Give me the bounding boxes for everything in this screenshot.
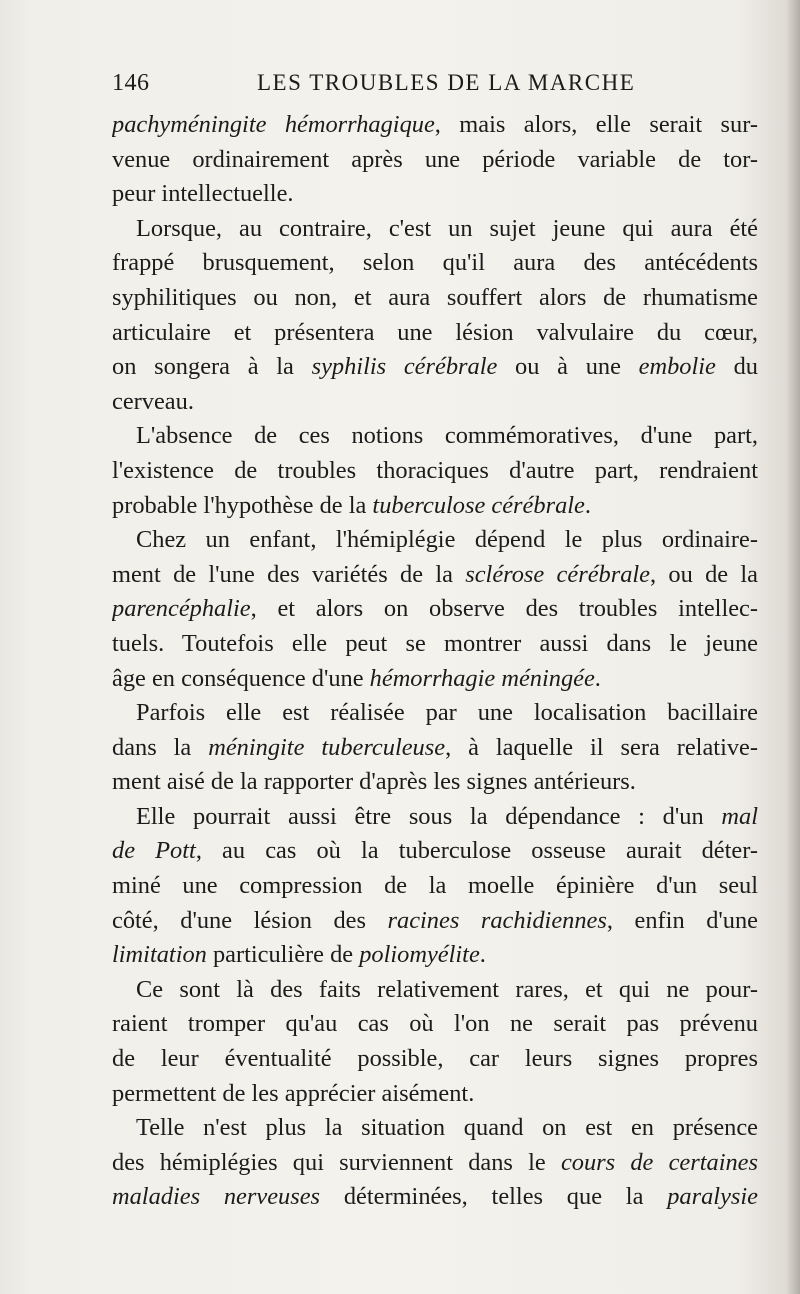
text-segment: syphilitiques ou non, et aura souffert alors de rhumatisme [112, 283, 758, 311]
text-line [112, 454, 758, 489]
text-line [112, 143, 758, 178]
text-segment: Parfois elle est réalisée par une localisation bacillaire [136, 699, 758, 727]
text-line [112, 1180, 758, 1215]
text-line [112, 904, 758, 939]
text-segment: , ou de la [650, 560, 758, 588]
text-segment: ou à une [497, 353, 639, 381]
text-line [112, 212, 758, 247]
text-line [112, 281, 758, 316]
text-segment: probable l'hypothèse de la [112, 491, 373, 519]
page-header [112, 70, 758, 100]
text-segment: Ce sont là des faits relativement rares, et qui ne pour- [136, 975, 758, 1003]
text-segment: , enfin d'une [606, 906, 758, 934]
text-segment: particulière de [206, 941, 360, 969]
text-line [112, 350, 758, 385]
italic-term: tuberculose cérébrale [372, 491, 585, 519]
text-line [112, 316, 758, 351]
text-line [112, 592, 758, 627]
text-segment: l'existence de troubles thoraciques d'autre part, rendraient [112, 456, 758, 484]
running-title: LES TROUBLES DE LA MARCHE [257, 70, 636, 95]
italic-term: pachyméningite hémorrhagique [112, 111, 435, 138]
text-line [112, 1007, 758, 1042]
text-segment: , à laquelle il sera relative- [445, 733, 758, 761]
text-line [112, 696, 758, 731]
text-segment: du [715, 353, 758, 381]
text-segment: Telle n'est plus la situation quand on est en présence [136, 1114, 758, 1142]
italic-term: paralysie [667, 1183, 758, 1211]
body-text [112, 108, 758, 1215]
text-line [112, 973, 758, 1008]
text-segment: . [584, 491, 591, 519]
text-line [112, 489, 758, 524]
italic-term: parencéphalie [112, 595, 251, 623]
italic-term: hémorrhagie méningée [369, 664, 595, 692]
text-line [112, 731, 758, 766]
text-line [112, 765, 758, 800]
text-segment: miné une compression de la moelle épinière d'un seul [112, 872, 758, 900]
text-segment: L'absence de ces notions commémoratives, d'une part, [136, 422, 758, 450]
text-segment: des hémiplégies qui surviennent dans le [112, 1148, 561, 1176]
text-line [112, 108, 758, 143]
italic-term: embolie [638, 353, 716, 381]
text-line [112, 558, 758, 593]
text-line [112, 246, 758, 281]
text-segment: cerveau. [112, 387, 194, 415]
text-segment: , mais alors, elle serait sur- [434, 111, 758, 138]
text-segment: Lorsque, au contraire, c'est un sujet jeune qui aura été [136, 214, 758, 242]
text-line [112, 523, 758, 558]
italic-term: poliomyélite [359, 941, 480, 969]
italic-term: maladies nerveuses [112, 1183, 321, 1211]
text-segment: déterminées, telles que la [320, 1183, 668, 1211]
text-segment: on songera à la [112, 353, 312, 381]
text-segment: ment aisé de la rapporter d'après les signes antérieurs. [112, 768, 636, 796]
text-line [112, 385, 758, 420]
page-edge-shadow [786, 0, 800, 1294]
text-segment: . [479, 941, 486, 969]
text-segment: de leur éventualité possible, car leurs signes propres [112, 1045, 758, 1073]
text-segment: . [594, 664, 601, 692]
text-line [112, 1111, 758, 1146]
text-line [112, 1077, 758, 1112]
text-line [112, 1042, 758, 1077]
text-line [112, 834, 758, 869]
page-number: 146 [112, 70, 150, 96]
italic-term: mal [721, 802, 758, 830]
text-segment: articulaire et présentera une lésion valvulaire du cœur, [112, 318, 758, 346]
text-line [112, 662, 758, 697]
italic-term: de Pott [112, 837, 196, 865]
text-segment: âge en conséquence d'une [112, 664, 370, 692]
text-segment: peur intellectuelle. [112, 180, 294, 208]
italic-term: cours de certaines [560, 1148, 758, 1176]
italic-term: méningite tuberculeuse [208, 733, 446, 761]
text-segment: venue ordinairement après une période variable de tor- [112, 145, 758, 173]
text-segment: ment de l'une des variétés de la [112, 560, 466, 588]
text-segment: dans la [112, 733, 209, 761]
text-line [112, 627, 758, 662]
text-segment: tuels. Toutefois elle peut se montrer aussi dans le jeune [112, 629, 758, 657]
text-line [112, 1146, 758, 1181]
text-segment: frappé brusquement, selon qu'il aura des antécédents [112, 249, 758, 277]
text-segment: Chez un enfant, l'hémiplégie dépend le plus ordinaire- [136, 526, 758, 554]
text-segment: , et alors on observe des troubles intellec- [250, 595, 758, 623]
italic-term: sclérose cérébrale [465, 560, 651, 588]
text-line [112, 800, 758, 835]
text-line [112, 419, 758, 454]
italic-term: limitation [112, 941, 207, 969]
text-line [112, 938, 758, 973]
text-line [112, 869, 758, 904]
text-segment: Elle pourrait aussi être sous la dépendance : d'un [136, 802, 722, 830]
text-segment: côté, d'une lésion des [112, 906, 388, 934]
text-segment: permettent de les apprécier aisément. [112, 1079, 475, 1107]
text-segment: raient tromper qu'au cas où l'on ne serait pas prévenu [112, 1010, 758, 1038]
text-line [112, 177, 758, 212]
italic-term: racines rachidiennes [387, 906, 607, 934]
italic-term: syphilis cérébrale [311, 353, 498, 381]
text-segment: , au cas où la tuberculose osseuse aurait déter- [195, 837, 758, 865]
